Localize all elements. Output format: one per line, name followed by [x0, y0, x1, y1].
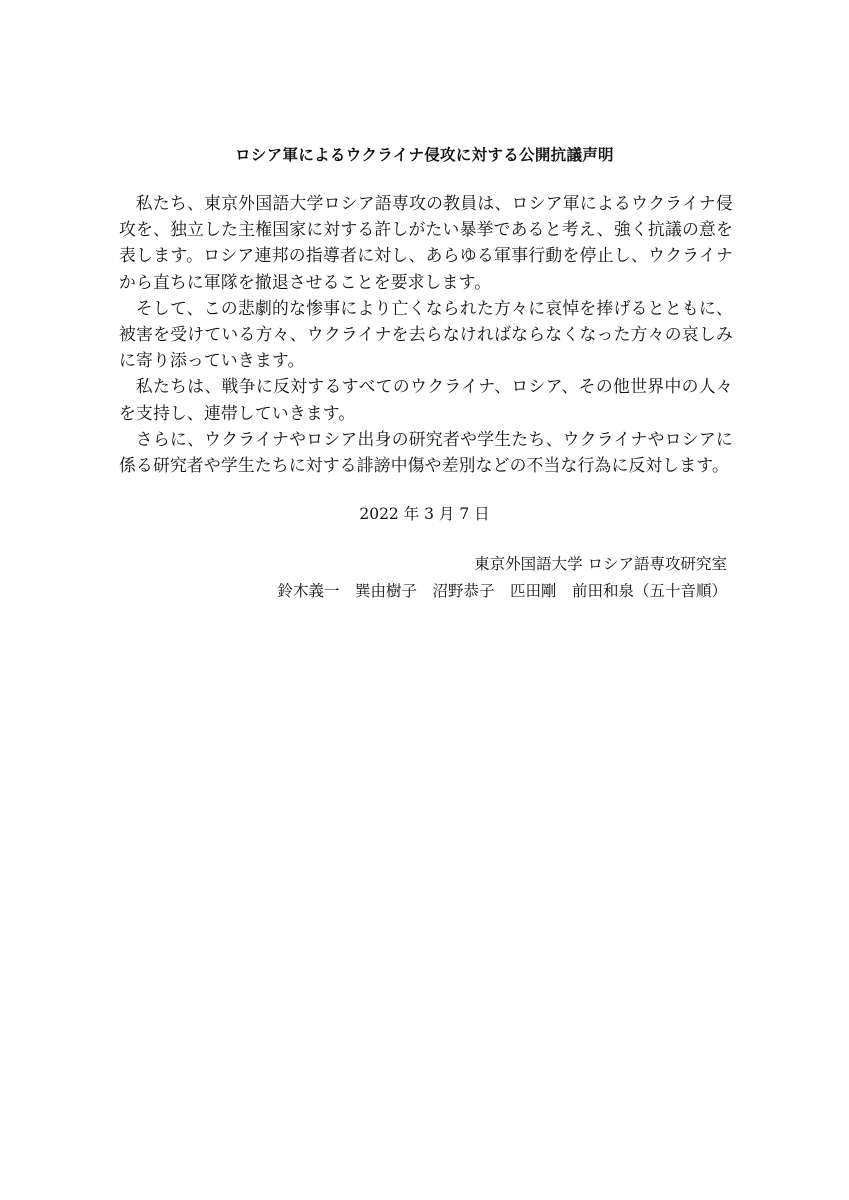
statement-body: [119, 190, 733, 478]
signatories: 鈴木義一 巽由樹子 沼野恭子 匹田剛 前田和泉（五十音順）: [277, 582, 727, 600]
statement-date: 2022 年 3 月 7 日: [359, 505, 490, 523]
paragraph-anti-discrimination: さらに、ウクライナやロシア出身の研究者や学生たち、ウクライナやロシアに係る研究者や学生たちに対する誹謗中傷や差別などの不当な行為に反対します。: [119, 428, 733, 476]
paragraph-solidarity: 私たちは、戦争に反対するすべてのウクライナ、ロシア、その他世界中の人々を支持し、連帯していきます。: [119, 376, 733, 423]
paragraph-protest: 私たち、東京外国語大学ロシア語専攻の教員は、ロシア軍によるウクライナ侵攻を、独立した主権国家に対する許しがたい暴挙であると考え、強く抗議の意を表します。ロシア連邦の指導者に対し、あらゆる軍事行動を停止し、ウクライナから直ちに軍隊を撤退させることを要求します。: [119, 193, 733, 292]
affiliation: 東京外国語大学 ロシア語専攻研究室: [474, 555, 727, 573]
statement-title: ロシア軍によるウクライナ侵攻に対する公開抗議声明: [235, 146, 614, 164]
paragraph-condolence: そして、この悲劇的な惨事により亡くなられた方々に哀悼を捧げるとともに、被害を受けている方々、ウクライナを去らなければならなくなった方々の哀しみに寄り添っていきます。: [119, 297, 733, 371]
